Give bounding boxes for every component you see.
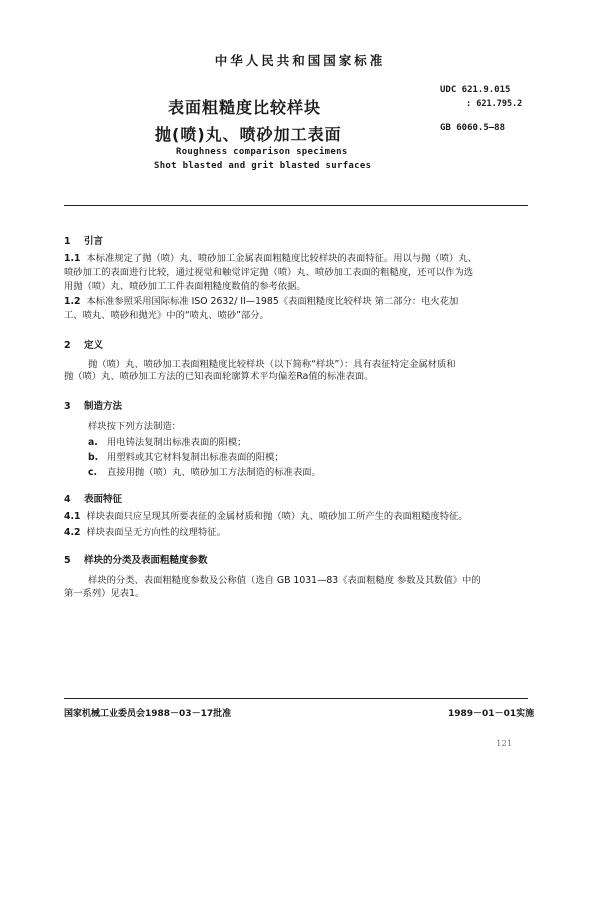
method-intro: 样块按下列方法制造： (88, 421, 181, 432)
paragraph-1-1-line3: 用抛（喷）丸、喷砂加工工件表面粗糙度数值的参考依据。 (64, 281, 306, 292)
list-item: b. 用塑料或其它材料复制出标准表面的阳模； (88, 452, 284, 463)
paragraph-4-1: 4.1 样块表面只应呈现其所要表征的金属材质和抛（喷）丸、喷砂加工所产生的表面粗糙度特征。 (64, 511, 468, 522)
paragraph-4-2: 4.2 样块表面呈无方向性的纹理特征。 (64, 527, 226, 538)
standard-number: GB 6060.5—88 (440, 123, 506, 133)
classification-line2: 第一系列）见表1。 (64, 588, 145, 599)
header-divider (64, 205, 528, 206)
section-1-heading: 1 引言 (64, 236, 104, 247)
paragraph-1-1-line2: 喷砂加工的表面进行比较，通过视觉和触觉评定抛（喷）丸、喷砂加工表面的粗糙度，还可以作为选 (64, 267, 474, 278)
list-item: c. 直接用抛（喷）丸、喷砂加工方法制造的标准表面。 (88, 467, 321, 478)
paragraph-1-2-line2: 工、喷丸、喷砂和抛光》中的“喷丸、喷砂”部分。 (64, 310, 269, 321)
page-number: 121 (496, 739, 513, 749)
effective-date: 1989－01－01实施 (448, 709, 535, 719)
paragraph-1-1-line1: 1.1 本标准规定了抛（喷）丸、喷砂加工金属表面粗糙度比较样块的表面特征。用以与抛（喷）丸、 (64, 253, 477, 264)
paragraph-1-2-line1: 1.2 本标准参照采用国际标准 ISO 2632/ II—1985《表面粗糙度比较样块 第二部分：电火花加 (64, 296, 459, 307)
section-4-heading: 4 表面特征 (64, 494, 123, 505)
issuing-body: 中华人民共和国国家标准 (214, 53, 386, 68)
section-3-heading: 3 制造方法 (64, 401, 123, 412)
classification-line1: 样块的分类、表面粗糙度参数及公称值（选自 GB 1031—83《表面粗糙度 参数及其数值》中的 (88, 575, 481, 586)
udc-code: UDC 621.9.015 (440, 85, 511, 95)
title-chinese-line2: 抛(喷)丸、喷砂加工表面 (155, 125, 342, 144)
title-english-line2: Shot blasted and grit blasted surfaces (154, 161, 372, 171)
title-chinese-line1: 表面粗糙度比较样块 (168, 98, 322, 117)
list-item: a. 用电铸法复制出标准表面的阳模； (88, 437, 247, 448)
udc-code-secondary: : 621.795.2 (466, 99, 523, 109)
section-5-heading: 5 样块的分类及表面粗糙度参数 (64, 555, 208, 566)
section-2-heading: 2 定义 (64, 340, 104, 351)
definition-line1: 抛（喷）丸、喷砂加工表面粗糙度比较样块（以下简称“样块”）：具有表征特定金属材质和 (88, 359, 456, 370)
approval-date: 国家机械工业委员会1988－03－17批准 (64, 709, 232, 719)
footer-divider (64, 698, 528, 699)
title-english-line1: Roughness comparison specimens (176, 147, 348, 157)
definition-line2: 抛（喷）丸、喷砂加工方法的已知表面轮廓算术平均偏差Ra值的标准表面。 (64, 371, 374, 382)
